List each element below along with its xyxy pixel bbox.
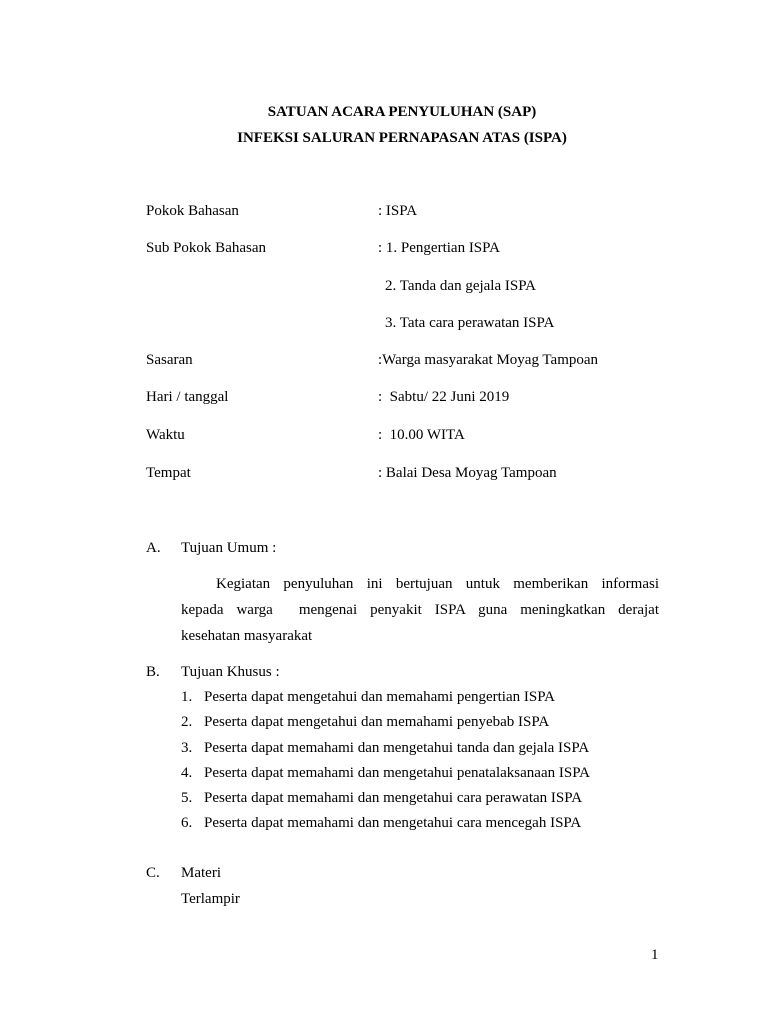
- hari-tanggal-value: : Sabtu/ 22 Juni 2019: [378, 389, 510, 405]
- list-item: Peserta dapat memahami dan mengetahui tanda dan gejala ISPA: [204, 740, 590, 756]
- list-item-number: 4.: [181, 765, 193, 781]
- section-c-letter: C.: [146, 865, 160, 881]
- list-item: Peserta dapat memahami dan mengetahui penatalaksanaan ISPA: [204, 765, 590, 781]
- sub-pokok-bahasan-item-2: 2. Tanda dan gejala ISPA: [385, 278, 537, 294]
- section-b-heading: Tujuan Khusus :: [181, 664, 280, 680]
- list-item-number: 1.: [181, 689, 193, 705]
- sasaran-label: Sasaran: [146, 352, 193, 368]
- tempat-value: : Balai Desa Moyag Tampoan: [378, 465, 557, 481]
- sasaran-value: :Warga masyarakat Moyag Tampoan: [378, 352, 599, 368]
- list-item: Peserta dapat mengetahui dan memahami pengertian ISPA: [204, 689, 556, 705]
- section-a-paragraph-line-1: Kegiatan penyuluhan ini bertujuan untuk memberikan informasi: [216, 576, 659, 592]
- list-item: Peserta dapat mengetahui dan memahami penyebab ISPA: [204, 714, 550, 730]
- waktu-value: : 10.00 WITA: [378, 427, 465, 443]
- tempat-label: Tempat: [146, 465, 191, 481]
- hari-tanggal-label: Hari / tanggal: [146, 389, 229, 405]
- section-c-body: Terlampir: [181, 891, 240, 907]
- section-a-letter: A.: [146, 540, 161, 556]
- list-item-number: 5.: [181, 790, 193, 806]
- page-number: 1: [651, 947, 659, 963]
- pokok-bahasan-value: : ISPA: [378, 203, 418, 219]
- section-a-paragraph-line-2: kepada warga mengenai penyakit ISPA guna meningkatkan derajat: [181, 602, 659, 618]
- waktu-label: Waktu: [146, 427, 185, 443]
- document-subtitle: INFEKSI SALURAN PERNAPASAN ATAS (ISPA): [237, 130, 567, 146]
- sub-pokok-bahasan-item-1: : 1. Pengertian ISPA: [378, 240, 500, 256]
- section-a-heading: Tujuan Umum :: [181, 540, 277, 556]
- document-title: SATUAN ACARA PENYULUHAN (SAP): [267, 104, 537, 120]
- section-a-paragraph-line-3: kesehatan masyarakat: [181, 628, 313, 644]
- list-item-number: 3.: [181, 740, 193, 756]
- pokok-bahasan-label: Pokok Bahasan: [146, 203, 239, 219]
- list-item-number: 2.: [181, 714, 193, 730]
- list-item: Peserta dapat memahami dan mengetahui cara mencegah ISPA: [204, 815, 582, 831]
- list-item: Peserta dapat memahami dan mengetahui cara perawatan ISPA: [204, 790, 583, 806]
- section-c-heading: Materi: [181, 865, 221, 881]
- sub-pokok-bahasan-label: Sub Pokok Bahasan: [146, 240, 266, 256]
- list-item-number: 6.: [181, 815, 193, 831]
- section-b-letter: B.: [146, 664, 160, 680]
- sub-pokok-bahasan-item-3: 3. Tata cara perawatan ISPA: [385, 315, 555, 331]
